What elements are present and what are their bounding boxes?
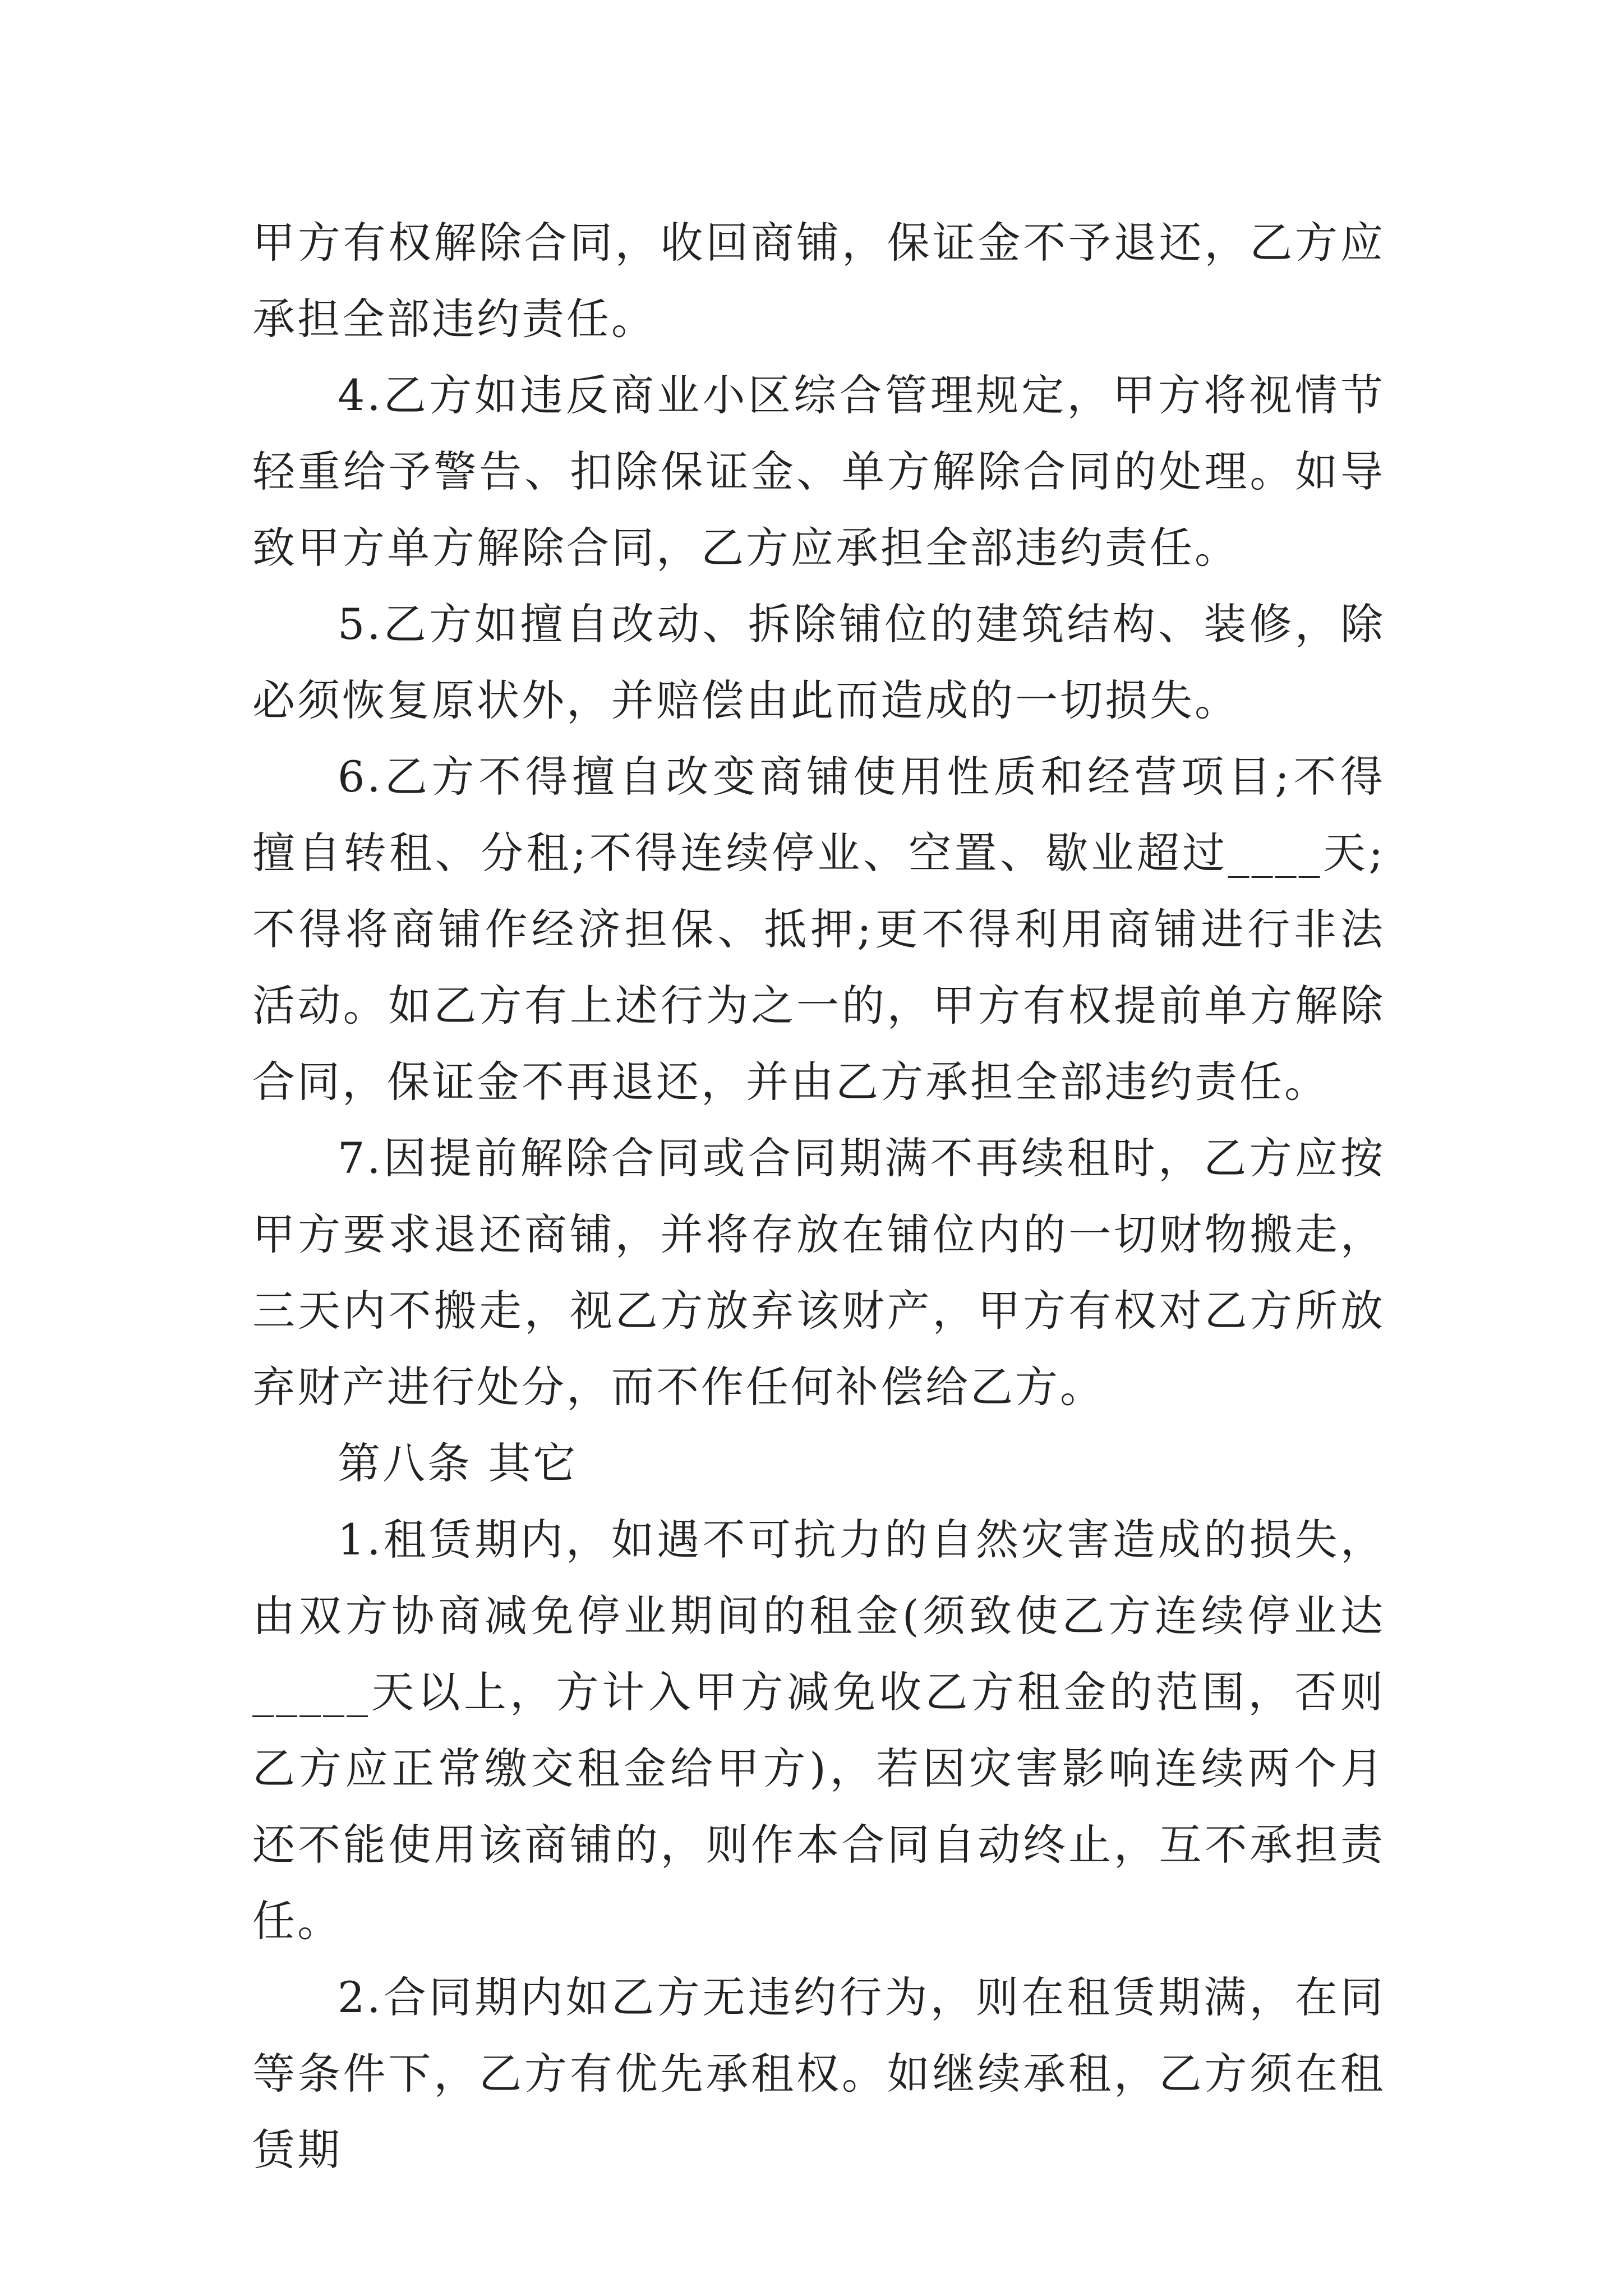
paragraph-clause-7: 7.因提前解除合同或合同期满不再续租时，乙方应按甲方要求退还商铺，并将存放在铺位内的一切财物搬走，三天内不搬走，视乙方放弃该财产，甲方有权对乙方所放弃财产进行处分，而不作任何补偿给乙方。 <box>252 1133 1385 1412</box>
paragraph-clause-6: 6.乙方不得擅自改变商铺使用性质和经营项目;不得擅自转租、分租;不得连续停业、空置、歇业超过____天;不得将商铺作经济担保、抵押;更不得利用商铺进行非法活动。如乙方有上述行为之一的，甲方有权提前单方解除合同，保证金不再退还，并由乙方承担全部违约责任。 <box>252 752 1385 1107</box>
paragraph-other-1: 1.租赁期内，如遇不可抗力的自然灾害造成的损失，由双方协商减免停业期间的租金(须致使乙方连续停业达_____天以上，方计入甲方减免收乙方租金的范围，否则乙方应正常缴交租金给甲方)，若因灾害影响连续两个月还不能使用该商铺的，则作本合同自动终止，互不承担责任。 <box>252 1515 1385 1946</box>
paragraph-other-2: 2.合同期内如乙方无违约行为，则在租赁期满，在同等条件下，乙方有优先承租权。如继续承租，乙方须在租赁期 <box>252 1972 1385 2175</box>
contract-body <box>252 205 1385 2188</box>
paragraph-continuation: 甲方有权解除合同，收回商铺，保证金不予退还，乙方应承担全部违约责任。 <box>252 218 1385 344</box>
paragraph-clause-5: 5.乙方如擅自改动、拆除铺位的建筑结构、装修，除必须恢复原状外，并赔偿由此而造成的一切损失。 <box>252 599 1385 725</box>
paragraph-clause-4: 4.乙方如违反商业小区综合管理规定，甲方将视情节轻重给予警告、扣除保证金、单方解除合同的处理。如导致甲方单方解除合同，乙方应承担全部违约责任。 <box>252 370 1385 573</box>
section-heading-article-8: 第八条 其它 <box>338 1438 578 1488</box>
